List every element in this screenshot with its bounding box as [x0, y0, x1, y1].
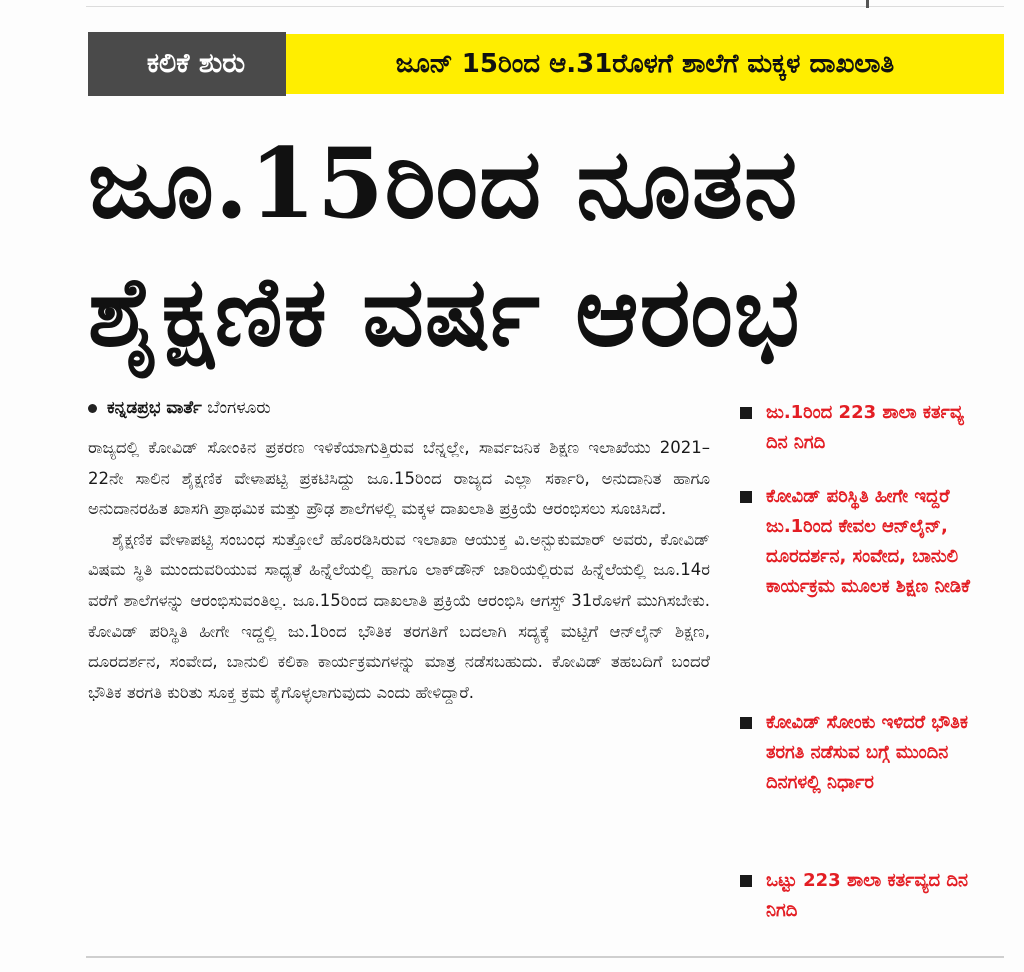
byline-source: ಕನ್ನಡಪ್ರಭ ವಾರ್ತೆ	[107, 398, 202, 418]
byline-place: ಬೆಂಗಳೂರು	[207, 398, 271, 418]
article-body	[88, 433, 710, 708]
square-bullet-icon	[740, 875, 752, 887]
square-bullet-icon	[740, 407, 752, 419]
highlight-item-4	[740, 866, 972, 926]
headline	[88, 120, 988, 376]
highlight-item-1	[740, 398, 972, 458]
square-bullet-icon	[740, 491, 752, 503]
highlight-item-2	[740, 482, 972, 602]
kicker-strap: ಜೂನ್ 15ರಿಂದ ಆ.31ರೊಳಗೆ ಶಾಲೆಗೆ ಮಕ್ಕಳ ದಾಖಲಾತಿ	[286, 34, 1004, 94]
article-paragraph-2: ಶೈಕ್ಷಣಿಕ ವೇಳಾಪಟ್ಟಿ ಸಂಬಂಧ ಸುತ್ತೋಲೆ ಹೊರಡಿಸಿರುವ ಇಲಾಖಾ ಆಯುಕ್ತ ವಿ.ಅನ್ಬುಕುಮಾರ್ ಅವರು, ಕೋವಿಡ್ ವಿಷಮ ಸ್ಥಿತಿ ಮುಂದುವರಿಯುವ ಸಾಧ್ಯತೆ ಹಿನ್ನೆಲೆಯಲ್ಲಿ ಹಾಗೂ ಲಾಕ್‌ಡೌನ್ ಜಾರಿಯಲ್ಲಿರುವ ಹಿನ್ನೆಲೆಯಲ್ಲಿ ಜೂ.14ರ ವರೆಗೆ ಶಾಲೆಗಳನ್ನು ಆರಂಭಿಸುವಂತಿಲ್ಲ. ಜೂ.15ರಿಂದ ದಾಖಲಾತಿ ಪ್ರಕ್ರಿಯೆ ಆರಂಭಿಸಿ ಆಗಸ್ಟ್ 31ರೊಳಗೆ ಮುಗಿಸಬೇಕು. ಕೋವಿಡ್ ಪರಿಸ್ಥಿತಿ ಹೀಗೇ ಇದ್ದಲ್ಲಿ ಜು.1ರಿಂದ ಭೌತಿಕ ತರಗತಿಗೆ ಬದಲಾಗಿ ಸದ್ಯಕ್ಕೆ ಮಟ್ಟಿಗೆ ಆನ್‌ಲೈನ್ ಶಿಕ್ಷಣ, ದೂರದರ್ಶನ, ಸಂವೇದ, ಬಾನುಲಿ ಕಲಿಕಾ ಕಾರ್ಯಕ್ರಮಗಳನ್ನು ಮಾತ್ರ ನಡೆಸಬಹುದು. ಕೋವಿಡ್ ತಹಬದಿಗೆ ಬಂದರೆ ಭೌತಿಕ ತರಗತಿ ಕುರಿತು ಸೂಕ್ತ ಕ್ರಮ ಕೈಗೊಳ್ಳಲಾಗುವುದು ಎಂದು ಹೇಳಿದ್ದಾರೆ.	[88, 529, 710, 702]
bullet-icon	[88, 404, 97, 413]
bottom-rule	[86, 956, 1004, 958]
article-paragraph-1: ರಾಜ್ಯದಲ್ಲಿ ಕೋವಿಡ್ ಸೋಂಕಿನ ಪ್ರಕರಣ ಇಳಿಕೆಯಾಗುತ್ತಿರುವ ಬೆನ್ನಲ್ಲೇ, ಸಾರ್ವಜನಿಕ ಶಿಕ್ಷಣ ಇಲಾಖೆಯು 2021–22ನೇ ಸಾಲಿನ ಶೈಕ್ಷಣಿಕ ವೇಳಾಪಟ್ಟಿ ಪ್ರಕಟಿಸಿದ್ದು ಜೂ.15ರಿಂದ ರಾಜ್ಯದ ಎಲ್ಲಾ ಸರ್ಕಾರಿ, ಅನುದಾನಿತ ಹಾಗೂ ಅನುದಾನರಹಿತ ಖಾಸಗಿ ಪ್ರಾಥಮಿಕ ಮತ್ತು ಪ್ರೌಢ ಶಾಲೆಗಳಲ್ಲಿ ಮಕ್ಕಳ ದಾಖಲಾತಿ ಪ್ರಕ್ರಿಯೆ ಆರಂಭಿಸಲು ಸೂಚಿಸಿದೆ.	[88, 438, 710, 519]
highlight-text-2: ಕೋವಿಡ್ ಪರಿಸ್ಥಿತಿ ಹೀಗೇ ಇದ್ದರೆ ಜು.1ರಿಂದ ಕೇವಲ ಆನ್‌ಲೈನ್, ದೂರದರ್ಶನ, ಸಂವೇದ, ಬಾನುಲಿ ಕಾರ್ಯಕ್ರಮ ಮೂಲಕ ಶಿಕ್ಷಣ ನೀಡಿಕೆ	[766, 486, 970, 597]
square-bullet-icon	[740, 717, 752, 729]
headline-line-1: ಜೂ.15ರಿಂದ ನೂತನ	[88, 127, 799, 240]
headline-line-2: ಶೈಕ್ಷಣಿಕ ವರ್ಷ ಆರಂಭ	[88, 255, 801, 368]
highlight-item-3	[740, 708, 972, 798]
highlight-text-4: ಒಟ್ಟು 223 ಶಾಲಾ ಕರ್ತವ್ಯದ ದಿನ ನಿಗದಿ	[766, 870, 969, 921]
kicker-tag: ಕಲಿಕೆ ಶುರು	[106, 32, 286, 96]
byline	[88, 398, 271, 418]
highlight-text-3: ಕೋವಿಡ್ ಸೋಂಕು ಇಳಿದರೆ ಭೌತಿಕ ತರಗತಿ ನಡೆಸುವ ಬಗ್ಗೆ ಮುಂದಿನ ದಿನಗಳಲ್ಲಿ ನಿರ್ಧಾರ	[766, 712, 968, 793]
highlight-text-1: ಜು.1ರಿಂದ 223 ಶಾಲಾ ಕರ್ತವ್ಯ ದಿನ ನಿಗದಿ	[766, 402, 964, 453]
cropped-mark	[866, 0, 869, 8]
